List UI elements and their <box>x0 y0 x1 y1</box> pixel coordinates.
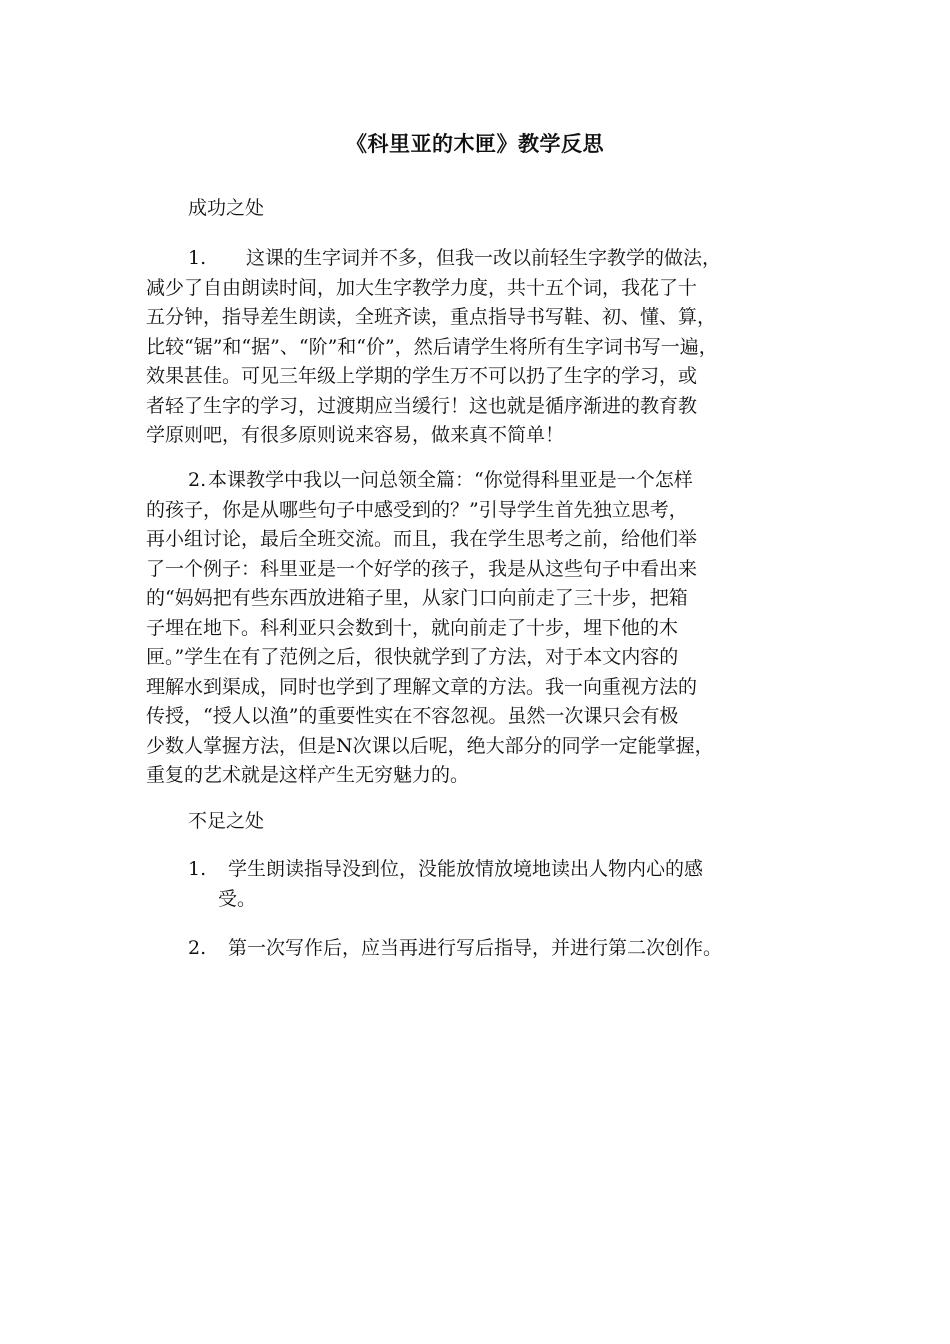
list-item-line: 学生朗读指导没到位，没能放情放境地读出人物内心的感 <box>228 858 704 880</box>
item-number: 2. <box>188 937 207 959</box>
paragraph-line: 者轻了生字的学习，过渡期应当缓行！这也就是循序渐进的教育教 <box>146 394 698 417</box>
paragraph-line: 了一个例子：科里亚是一个好学的孩子，我是从这些句子中看出来 <box>146 557 698 580</box>
paragraph-line: 比较“锯”和“据”、“阶”和“价”，然后请学生将所有生字词书写一遍， <box>146 335 718 358</box>
paragraph-line: 少数人掌握方法，但是N次课以后呢，绝大部分的同学一定能掌握， <box>146 734 714 757</box>
shortcoming-item-2 <box>188 934 808 964</box>
section-heading-shortcomings: 不足之处 <box>188 810 265 832</box>
shortcoming-item-1 <box>188 855 808 914</box>
paragraph-line: 传授，“授人以渔”的重要性实在不容忽视。虽然一次课只会有极 <box>146 705 679 727</box>
paragraph-line: 重复的艺术就是这样产生无穷魅力的。 <box>146 764 470 786</box>
paragraph-line: 五分钟，指导差生朗读，全班齐读，重点指导书写鞋、初、懂、算， <box>146 306 717 328</box>
item-number: 1. <box>188 247 207 269</box>
list-item-line: 第一次写作后，应当再进行写后指导，并进行第二次创作。 <box>228 937 723 959</box>
success-item-2 <box>146 466 806 791</box>
paragraph-line: 再小组讨论，最后全班交流。而且，我在学生思考之前，给他们举 <box>146 528 698 550</box>
paragraph-line: 减少了自由朗读时间，加大生字教学力度，共十五个词，我花了十 <box>146 276 698 299</box>
item-number: 2. <box>188 469 207 491</box>
paragraph-line: 的“妈妈把有些东西放进箱子里，从家门口向前走了三十步，把箱 <box>146 587 688 609</box>
paragraph-line: 本课教学中我以一问总领全篇：“你觉得科里亚是一个怎样 <box>208 469 693 491</box>
paragraph-line: 匣。”学生在有了范例之后，很快就学到了方法，对于本文内容的 <box>146 646 679 668</box>
section-heading-successes: 成功之处 <box>188 197 265 219</box>
list-item-line: 受。 <box>218 887 257 910</box>
item-number: 1. <box>188 858 207 880</box>
paragraph-line: 这课的生字词并不多，但我一改以前轻生字教学的做法， <box>246 247 722 269</box>
paragraph-line: 学原则吧，有很多原则说来容易，做来真不简单！ <box>146 424 565 446</box>
paragraph-line: 理解水到渠成，同时也学到了理解文章的方法。我一向重视方法的 <box>146 675 698 698</box>
paragraph-line: 的孩子，你是从哪些句子中感受到的？”引导学生首先独立思考， <box>146 498 688 521</box>
paragraph-line: 效果甚佳。可见三年级上学期的学生万不可以扔了生字的学习，或 <box>146 365 698 387</box>
success-item-1 <box>146 244 806 451</box>
paragraph-line: 子埋在地下。科利亚只会数到十，就向前走了十步，埋下他的木 <box>146 616 679 639</box>
document-title: 《科里亚的木匣》教学反思 <box>346 131 604 156</box>
